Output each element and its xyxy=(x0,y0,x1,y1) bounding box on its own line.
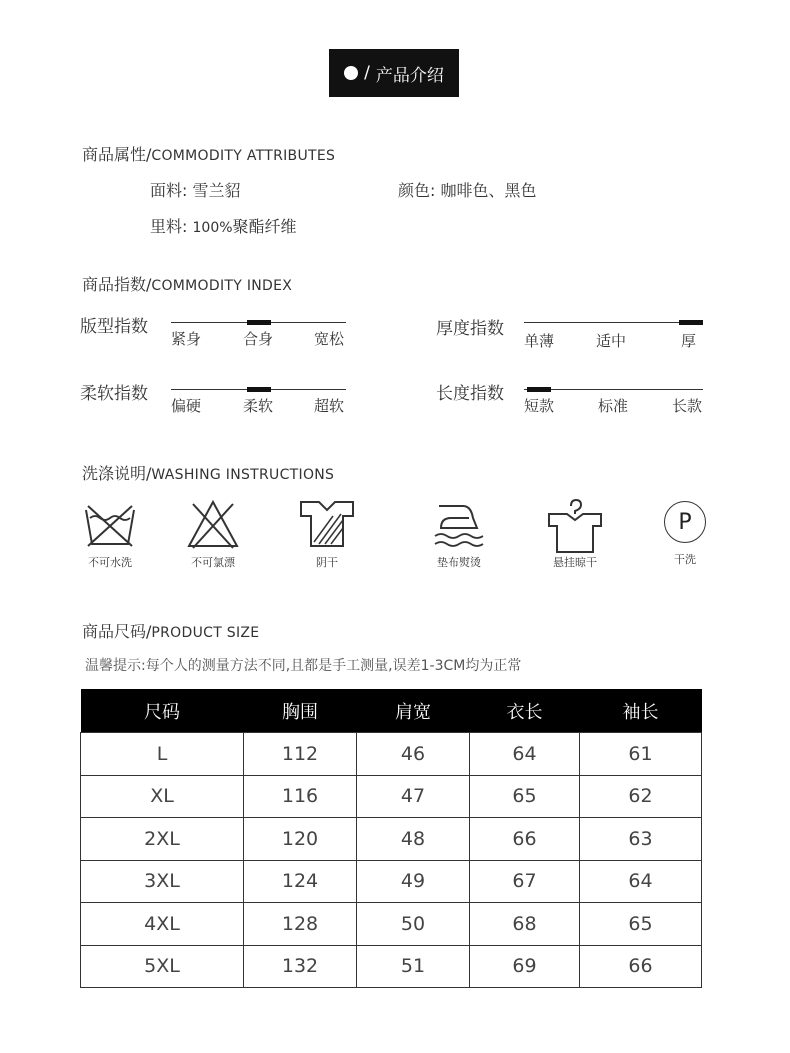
hang-dry-icon xyxy=(545,498,605,554)
size-cell: 4XL xyxy=(81,903,244,946)
softness-index-scale xyxy=(171,379,346,419)
attributes-title-cn: 商品属性/ xyxy=(82,145,152,164)
size-table-header xyxy=(81,689,702,733)
size-cell: 2XL xyxy=(81,818,244,861)
wash-label: 干洗 xyxy=(674,553,696,566)
lining-label: 里料: xyxy=(150,217,188,236)
fit-option: 紧身 xyxy=(171,330,202,348)
washing-title-cn: 洗涤说明/ xyxy=(82,464,152,483)
thickness-option: 厚 xyxy=(681,332,697,350)
shade-dry-icon xyxy=(297,498,357,550)
length-option: 短款 xyxy=(524,397,555,415)
shoulder-cell: 51 xyxy=(357,945,470,988)
length-cell: 66 xyxy=(470,818,580,861)
header-cell: 尺码 xyxy=(81,689,244,733)
table-row xyxy=(81,733,702,776)
chest-cell: 112 xyxy=(244,733,357,776)
header-cell: 袖长 xyxy=(580,689,702,733)
length-index-label: 长度指数 xyxy=(436,384,504,404)
table-row xyxy=(81,818,702,861)
table-row xyxy=(81,775,702,818)
wash-item xyxy=(282,498,372,570)
sleeve-cell: 63 xyxy=(580,818,702,861)
softness-option: 超软 xyxy=(314,397,345,415)
wash-label: 阴干 xyxy=(316,556,338,569)
no-bleach-icon xyxy=(185,498,241,550)
sleeve-cell: 65 xyxy=(580,903,702,946)
banner-title: 产品介绍 xyxy=(375,65,444,86)
header-cell: 肩宽 xyxy=(357,689,470,733)
size-title-cn: 商品尺码/ xyxy=(82,622,152,641)
sleeve-cell: 64 xyxy=(580,860,702,903)
lining-value: 聚酯纤维 xyxy=(232,217,297,236)
fit-selected-marker xyxy=(247,320,271,325)
no-wash-icon xyxy=(82,498,138,550)
thickness-index-scale xyxy=(524,312,703,352)
thickness-option: 单薄 xyxy=(524,332,555,350)
softness-selected-marker xyxy=(247,387,271,392)
thickness-option: 适中 xyxy=(596,332,627,350)
chest-cell: 120 xyxy=(244,818,357,861)
fabric-value: 雪兰貂 xyxy=(192,181,241,200)
shoulder-cell: 48 xyxy=(357,818,470,861)
size-title xyxy=(82,619,259,642)
section-banner xyxy=(329,49,459,97)
washing-title-en: WASHING INSTRUCTIONS xyxy=(151,467,335,483)
wash-label: 悬挂晾干 xyxy=(553,556,597,569)
dot-icon xyxy=(344,66,358,80)
sleeve-cell: 61 xyxy=(580,733,702,776)
wash-label: 不可水洗 xyxy=(88,556,132,569)
length-cell: 65 xyxy=(470,775,580,818)
shoulder-cell: 46 xyxy=(357,733,470,776)
thickness-selected-marker xyxy=(679,320,703,325)
size-title-en: PRODUCT SIZE xyxy=(151,625,260,641)
wash-item xyxy=(168,498,258,570)
iron-with-cloth-icon xyxy=(429,498,489,550)
scale-line xyxy=(524,322,703,323)
fabric-attribute xyxy=(150,178,241,201)
color-label: 颜色: xyxy=(398,181,436,200)
chest-cell: 124 xyxy=(244,860,357,903)
header-cell: 胸围 xyxy=(244,689,357,733)
fabric-label: 面料: xyxy=(150,181,188,200)
length-cell: 64 xyxy=(470,733,580,776)
sleeve-cell: 62 xyxy=(580,775,702,818)
chest-cell: 128 xyxy=(244,903,357,946)
sleeve-cell: 66 xyxy=(580,945,702,988)
size-cell: L xyxy=(81,733,244,776)
wash-item xyxy=(530,498,620,570)
attributes-title-en: COMMODITY ATTRIBUTES xyxy=(151,148,336,164)
index-title-en: COMMODITY INDEX xyxy=(151,278,293,294)
color-attribute xyxy=(398,178,537,201)
table-row xyxy=(81,860,702,903)
size-cell: XL xyxy=(81,775,244,818)
length-selected-marker xyxy=(527,387,551,392)
washing-title xyxy=(82,461,334,484)
color-value: 咖啡色、黑色 xyxy=(440,181,537,200)
length-option: 长款 xyxy=(672,397,703,415)
chest-cell: 116 xyxy=(244,775,357,818)
wash-item xyxy=(65,498,155,570)
size-tip: 温馨提示:每个人的测量方法不同,且都是手工测量,误差1-3CM均为正常 xyxy=(85,658,522,674)
fit-option: 宽松 xyxy=(314,330,345,348)
size-cell: 3XL xyxy=(81,860,244,903)
lining-percent: 100% xyxy=(192,220,233,236)
chest-cell: 132 xyxy=(244,945,357,988)
length-cell: 68 xyxy=(470,903,580,946)
wash-label: 不可氯漂 xyxy=(191,556,235,569)
fit-index-scale xyxy=(171,312,346,352)
fit-option: 合身 xyxy=(243,330,274,348)
length-cell: 69 xyxy=(470,945,580,988)
softness-index-label: 柔软指数 xyxy=(80,384,148,404)
dry-clean-icon xyxy=(664,501,706,543)
wash-item xyxy=(640,498,730,567)
banner-slash: / xyxy=(364,63,370,83)
shoulder-cell: 50 xyxy=(357,903,470,946)
table-row xyxy=(81,945,702,988)
lining-attribute xyxy=(150,214,297,237)
length-option: 标准 xyxy=(598,397,629,415)
wash-label: 垫布熨烫 xyxy=(437,556,481,569)
wash-item xyxy=(414,498,504,570)
thickness-index-label: 厚度指数 xyxy=(436,319,504,339)
fit-index-label: 版型指数 xyxy=(80,317,148,337)
index-title-cn: 商品指数/ xyxy=(82,275,152,294)
dry-clean-letter: P xyxy=(678,509,692,535)
attributes-title xyxy=(82,142,335,165)
index-title xyxy=(82,272,292,295)
shoulder-cell: 49 xyxy=(357,860,470,903)
size-cell: 5XL xyxy=(81,945,244,988)
table-row xyxy=(81,903,702,946)
softness-option: 偏硬 xyxy=(171,397,202,415)
length-cell: 67 xyxy=(470,860,580,903)
header-cell: 衣长 xyxy=(470,689,580,733)
softness-option: 柔软 xyxy=(243,397,274,415)
length-index-scale xyxy=(524,379,703,419)
size-table xyxy=(80,689,702,988)
shoulder-cell: 47 xyxy=(357,775,470,818)
